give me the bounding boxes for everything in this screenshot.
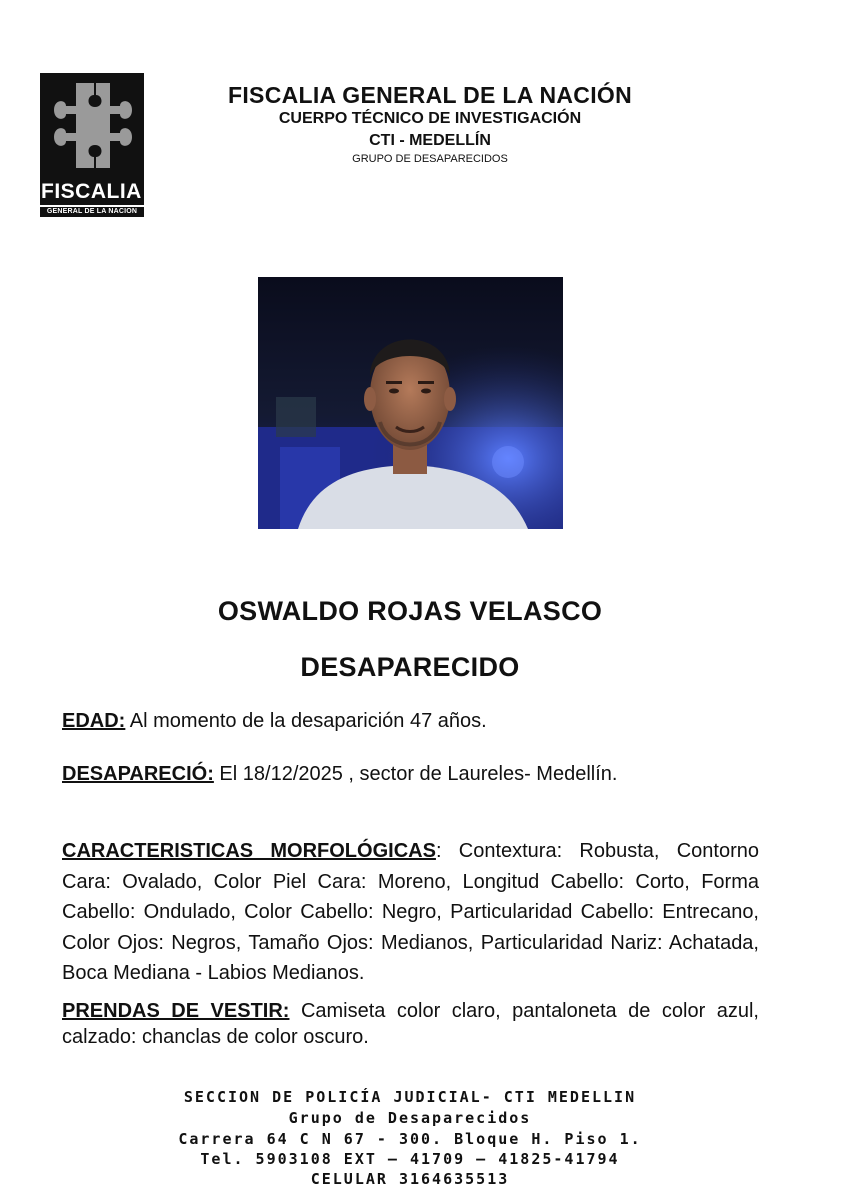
header-agency-title: FISCALIA GENERAL DE LA NACIÓN: [228, 82, 632, 108]
person-status: DESAPARECIDO: [300, 652, 520, 682]
footer-phone: Tel. 5903108 EXT – 41709 – 41825-41794: [200, 1150, 620, 1168]
header-division: CUERPO TÉCNICO DE INVESTIGACIÓN: [278, 110, 582, 127]
field-desaparecio: [62, 761, 759, 787]
footer-group: Grupo de Desaparecidos: [288, 1109, 532, 1127]
logo-subtitle: GENERAL DE LA NACION: [40, 207, 144, 217]
person-name: OSWALDO ROJAS VELASCO: [217, 596, 603, 626]
missing-person-photo: [258, 277, 563, 529]
field-edad: [62, 708, 759, 734]
logo-background: [40, 73, 144, 179]
field-prendas-label: PRENDAS DE VESTIR:: [62, 1000, 290, 1022]
logo-wordmark: FISCALIA: [40, 179, 144, 205]
footer-address: Carrera 64 C N 67 - 300. Bloque H. Piso 1.: [178, 1130, 642, 1148]
fiscalia-logo: [40, 73, 145, 221]
field-edad-value: Al momento de la desaparición 47 años.: [125, 710, 487, 732]
footer-section: SECCION DE POLICÍA JUDICIAL- CTI MEDELLIN: [183, 1088, 637, 1106]
header-office: CTI - MEDELLÍN: [369, 132, 491, 149]
field-caracteristicas-value: : Contextura: Robusta, Contorno Cara: Ovalado, Color Piel Cara: Moreno, Longitud Cabello: Corto, Forma Cabello: Ondulado, Color Cabello: Negro, Particularidad Cabello: Entrecano, Color Ojos: Negros, Tamaño Ojos: Medianos, Particularidad Nariz: Achatada, Boca Mediana - Labios Medianos.: [62, 840, 759, 984]
field-desaparecio-label: DESAPARECIÓ:: [62, 763, 214, 785]
field-prendas-value: Camiseta color claro, pantaloneta de color azul, calzado: chanclas de color oscuro.: [62, 1000, 759, 1048]
field-caracteristicas: [62, 836, 759, 989]
field-prendas: [62, 998, 759, 1050]
field-edad-label: EDAD:: [62, 710, 126, 732]
field-caracteristicas-label: CARACTERISTICAS MORFOLÓGICAS: [62, 840, 436, 862]
header-group: GRUPO DE DESAPARECIDOS: [352, 153, 508, 165]
puzzle-piece-icon: [40, 73, 144, 179]
footer-mobile: CELULAR 3164635513: [310, 1170, 510, 1188]
field-desaparecio-value: El 18/12/2025 , sector de Laureles- Medellín.: [213, 763, 618, 785]
